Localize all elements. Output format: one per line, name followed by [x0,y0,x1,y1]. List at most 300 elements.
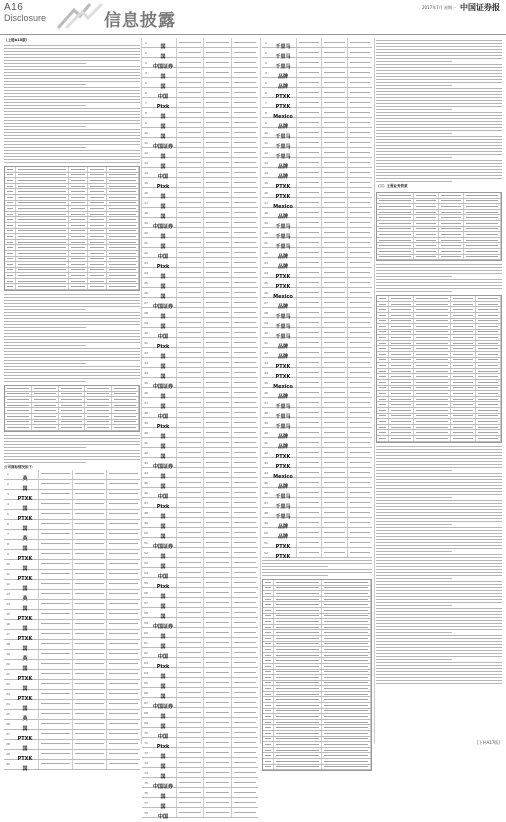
trademark-logo: 品牌 [277,254,288,260]
table-cell [476,419,501,424]
table-cell [414,193,439,198]
text-line [262,572,372,573]
text-line [4,297,140,298]
row-number: 18 [6,642,10,647]
table-cell [5,234,16,239]
text-line [4,150,140,151]
table-cell [451,335,476,340]
trademark-logo: Mexico [273,474,293,480]
table-cell [464,204,501,209]
trademark-logo: 中国 [157,254,168,260]
text-line [376,629,502,630]
table-cell [263,670,274,675]
continuation-note: [下转A17版] [477,740,500,745]
text-line [376,653,502,654]
text-line [4,126,86,127]
table-cell [16,279,70,284]
text-line [4,114,140,115]
trademark-logo: Ptxk [156,344,170,350]
table-cell [274,692,323,697]
text-line [376,267,502,268]
table-cell [69,257,88,262]
text-line [376,536,502,537]
table-cell [88,279,107,284]
table-cell [5,212,16,217]
table-cell [16,195,70,200]
text-line [376,548,502,549]
table-cell [5,392,32,397]
trademark-logo: PTXK [275,364,291,370]
text-line [262,563,372,564]
text-line [4,69,140,70]
table-cell [88,217,107,222]
table-cell [414,319,451,324]
text-line [376,668,502,669]
text-line [4,162,140,163]
row-number: 30 [144,330,148,335]
text-line [4,153,140,154]
table-cell [389,346,414,351]
trademark-logo: 品牌 [277,524,288,530]
text-line [4,378,140,379]
text-line [376,632,452,633]
table-cell [32,425,59,430]
row-number: 14 [6,602,10,607]
trademark-logo: PTXK [275,554,291,560]
text-line [376,563,502,564]
text-line [376,605,452,606]
row-number: 9 [7,552,9,557]
row-number: 25 [264,280,268,285]
row-number: 45 [144,480,148,485]
trademark-logo: 千里马 [275,234,291,240]
column-heading: 公司商标情况如下： [4,464,36,469]
table-cell [263,580,274,585]
trademark-logo: 品牌 [277,304,288,310]
table-cell [274,658,323,663]
table-cell [16,173,70,178]
table-cell [16,234,70,239]
row-number: 1 [265,40,267,45]
body-text-block [4,45,140,463]
trademark-logo: PTXK [275,454,291,460]
table-cell [263,737,274,742]
trademark-logo: 中国 [157,494,168,500]
text-line [376,291,452,292]
table-cell [263,725,274,730]
trademark-logo: 国 [160,674,166,680]
table-cell [389,330,414,335]
column-heading: （上接A15版） [4,38,30,42]
table-cell [451,324,476,329]
text-line [376,644,502,645]
table-cell [263,664,274,669]
trademark-logo: 国 [22,525,28,532]
row-number: 32 [264,350,268,355]
table-cell [414,199,439,204]
table-cell [5,408,32,413]
text-line [376,148,502,149]
text-line [376,40,502,41]
trademark-logo: PTXK [275,284,291,290]
table-cell [377,227,414,232]
table-cell [451,352,476,357]
text-line [376,467,502,468]
table-cell [107,184,139,189]
table-cell [451,380,476,385]
trademark-logo: 千里马 [275,424,291,430]
text-line [376,470,452,471]
table-cell [451,346,476,351]
table-cell [414,324,451,329]
table-cell [85,392,112,397]
text-line [376,67,502,68]
table-cell [389,341,414,346]
table-cell [451,307,476,312]
row-number: 44 [264,470,268,475]
row-number: 30 [264,330,268,335]
text-line [376,590,502,591]
table-cell [322,686,371,691]
trademark-logo: 国 [160,194,166,200]
trademark-logo: 英 [22,535,28,542]
table-cell [476,408,501,413]
table-cell [274,642,323,647]
table-cell [263,742,274,747]
table-cell [263,753,274,758]
trademark-logo: 品牌 [277,264,288,270]
text-line [376,674,502,675]
table-cell [263,636,274,641]
table-cell [476,341,501,346]
row-number: 42 [264,450,268,455]
table-cell [263,759,274,764]
table-cell [32,420,59,425]
trademark-logo: 中国证券 [152,464,173,470]
trademark-logo: 国 [22,505,28,512]
table-cell [464,238,501,243]
text-line [4,321,140,322]
table-cell [322,586,371,591]
table-cell [16,251,70,256]
trademark-logo: 国 [160,564,166,570]
table-cell [414,313,451,318]
table-cell [322,591,371,596]
table-cell [439,204,464,209]
trademark-logo: Ptxk [156,104,170,110]
trademark-logo: 国 [22,485,28,492]
trademark-logo: 国 [160,364,166,370]
table-cell [69,201,88,206]
trademark-logo: 国 [160,594,166,600]
table-cell [464,210,501,215]
table-cell [322,602,371,607]
trademark-logo: PTXK [17,495,33,502]
trademark-logo: 品牌 [277,484,288,490]
text-line [376,521,502,522]
table-cell [32,403,59,408]
trademark-logo: PTXK [17,615,33,622]
table-cell [274,686,323,691]
text-line [4,312,140,313]
text-line [4,438,140,439]
trademark-logo: 国 [22,705,28,712]
table-cell [377,221,414,226]
row-number: 13 [264,160,268,165]
table-cell [107,201,139,206]
trademark-logo: PTXK [275,464,291,470]
text-line [376,276,452,277]
table-cell [476,346,501,351]
table-cell [464,249,501,254]
row-number: 5 [7,512,9,517]
row-number: 60 [144,630,148,635]
row-number: 13 [144,160,148,165]
table-cell [451,363,476,368]
trademark-logo: 国 [160,54,166,60]
trademark-logo: 国 [160,634,166,640]
table-cell [5,217,16,222]
trademark-logo: 千里马 [275,514,291,520]
trademark-logo: PTXK [17,555,33,562]
text-line [376,264,502,265]
row-number: 44 [144,470,148,475]
table-cell [389,380,414,385]
table-cell [414,414,451,419]
row-number: 78 [144,810,148,815]
text-line [376,82,502,83]
table-cell [377,319,389,324]
row-number: 38 [144,410,148,415]
table-cell [274,580,323,585]
row-number: 39 [264,420,268,425]
text-line [4,138,140,139]
table-cell [69,195,88,200]
row-number: 15 [6,612,10,617]
text-line [376,130,502,131]
table-cell [274,759,323,764]
row-number: 22 [264,250,268,255]
table-cell [389,374,414,379]
row-number: 1 [145,40,147,45]
table-cell [377,386,389,391]
trademark-logo: 中国 [157,414,168,420]
table-cell [476,391,501,396]
text-line [4,447,86,448]
trademark-logo: 国 [160,714,166,720]
table-cell [322,625,371,630]
row-number: 72 [144,750,148,755]
table-cell [263,630,274,635]
table-cell [414,425,451,430]
text-line [376,46,502,47]
trademark-logo: PTXK [275,184,291,190]
row-number: 39 [144,420,148,425]
table-cell [377,204,414,209]
row-number: 7 [145,100,147,105]
row-number: 32 [144,350,148,355]
table-cell [389,386,414,391]
table-cell [85,408,112,413]
row-number: 7 [265,100,267,105]
table-cell [439,210,464,215]
trademark-logo: Mexico [273,204,293,210]
row-number: 6 [7,522,9,527]
trademark-logo: Ptxk [156,504,170,510]
table-cell [476,386,501,391]
text-line [4,348,140,349]
table-cell [263,692,274,697]
text-line [376,572,502,573]
trademark-logo: 中国证券 [152,784,173,790]
row-number: 63 [144,660,148,665]
text-line [376,524,452,525]
table-cell [414,221,439,226]
table-cell [16,262,70,267]
trademark-logo: 中国证券 [152,144,173,150]
table-cell [59,403,86,408]
table-cell [414,249,439,254]
table-cell [5,268,16,273]
row-number: 24 [264,270,268,275]
trademark-logo: 中国证券 [152,64,173,70]
table-cell [274,737,323,742]
text-line [376,491,502,492]
row-number: 4 [145,70,147,75]
table-cell [112,414,139,419]
table-cell [377,369,389,374]
table-cell [322,630,371,635]
table-cell [377,199,414,204]
row-number: 11 [144,140,148,145]
trademark-logo: 国 [22,765,28,772]
table-cell [107,245,139,250]
text-line [376,449,502,450]
table-cell [274,647,323,652]
trademark-logo: 品牌 [277,344,288,350]
table-cell [16,273,70,278]
text-line [376,575,502,576]
trademark-logo: Ptxk [156,584,170,590]
trademark-logo: 国 [160,84,166,90]
text-line [376,512,502,513]
trademark-logo: 国 [160,754,166,760]
column-3 [262,38,372,744]
row-number: 65 [144,680,148,685]
table-cell [414,210,439,215]
table-cell [112,425,139,430]
row-number: 18 [264,210,268,215]
table-cell [322,692,371,697]
table-cell [377,346,389,351]
text-line [376,569,502,570]
table-cell [274,714,323,719]
table-cell [439,243,464,248]
trademark-table [262,38,372,558]
text-line [376,533,502,534]
table-cell [389,425,414,430]
text-line [376,76,502,77]
trademark-logo: 国 [160,774,166,780]
table-cell [32,392,59,397]
table-cell [88,178,107,183]
table-cell [451,358,476,363]
data-table [376,192,502,261]
row-number: 23 [6,692,10,697]
text-line [376,485,502,486]
text-line [376,557,502,558]
text-line [376,656,502,657]
text-line [4,87,140,88]
row-number: 8 [145,110,147,115]
row-number: 4 [265,70,267,75]
table-cell [88,234,107,239]
table-cell [322,765,371,770]
text-line [376,70,502,71]
table-cell [476,352,501,357]
trademark-logo: Mexico [273,294,293,300]
trademark-logo: 国 [22,645,28,652]
table-cell [88,212,107,217]
text-line [4,450,140,451]
text-line [4,60,140,61]
trademark-logo: 品牌 [277,174,288,180]
text-line [376,593,502,594]
table-cell [414,204,439,209]
table-cell [88,195,107,200]
row-number: 43 [264,460,268,465]
table-cell [377,330,389,335]
table-cell [16,217,70,222]
text-line [376,665,502,666]
row-number: 48 [264,510,268,515]
table-cell [451,425,476,430]
trademark-logo: 千里马 [275,504,291,510]
row-number: 2 [265,50,267,55]
text-line [262,575,328,576]
body-text-block [376,264,502,683]
table-cell [274,670,323,675]
text-line [4,78,140,79]
text-line [4,45,140,46]
table-cell [107,173,139,178]
table-cell [274,614,323,619]
table-cell [5,184,16,189]
trademark-logo: 千里马 [275,224,291,230]
text-line [376,106,502,107]
row-number: 49 [144,520,148,525]
text-line [4,72,140,73]
table-cell [322,647,371,652]
row-number: 73 [144,760,148,765]
trademark-logo: 国 [160,324,166,330]
trademark-logo: 国 [160,154,166,160]
text-line [376,163,502,164]
text-line [376,94,502,95]
trademark-logo: 国 [160,244,166,250]
table-cell [389,302,414,307]
text-line [4,93,140,94]
text-line [376,659,452,660]
table-cell [88,167,107,172]
text-line [376,91,502,92]
table-cell [451,330,476,335]
row-number: 21 [6,672,10,677]
text-line [376,509,502,510]
text-line [376,554,502,555]
trademark-logo: Ptxk [156,664,170,670]
table-cell [451,419,476,424]
